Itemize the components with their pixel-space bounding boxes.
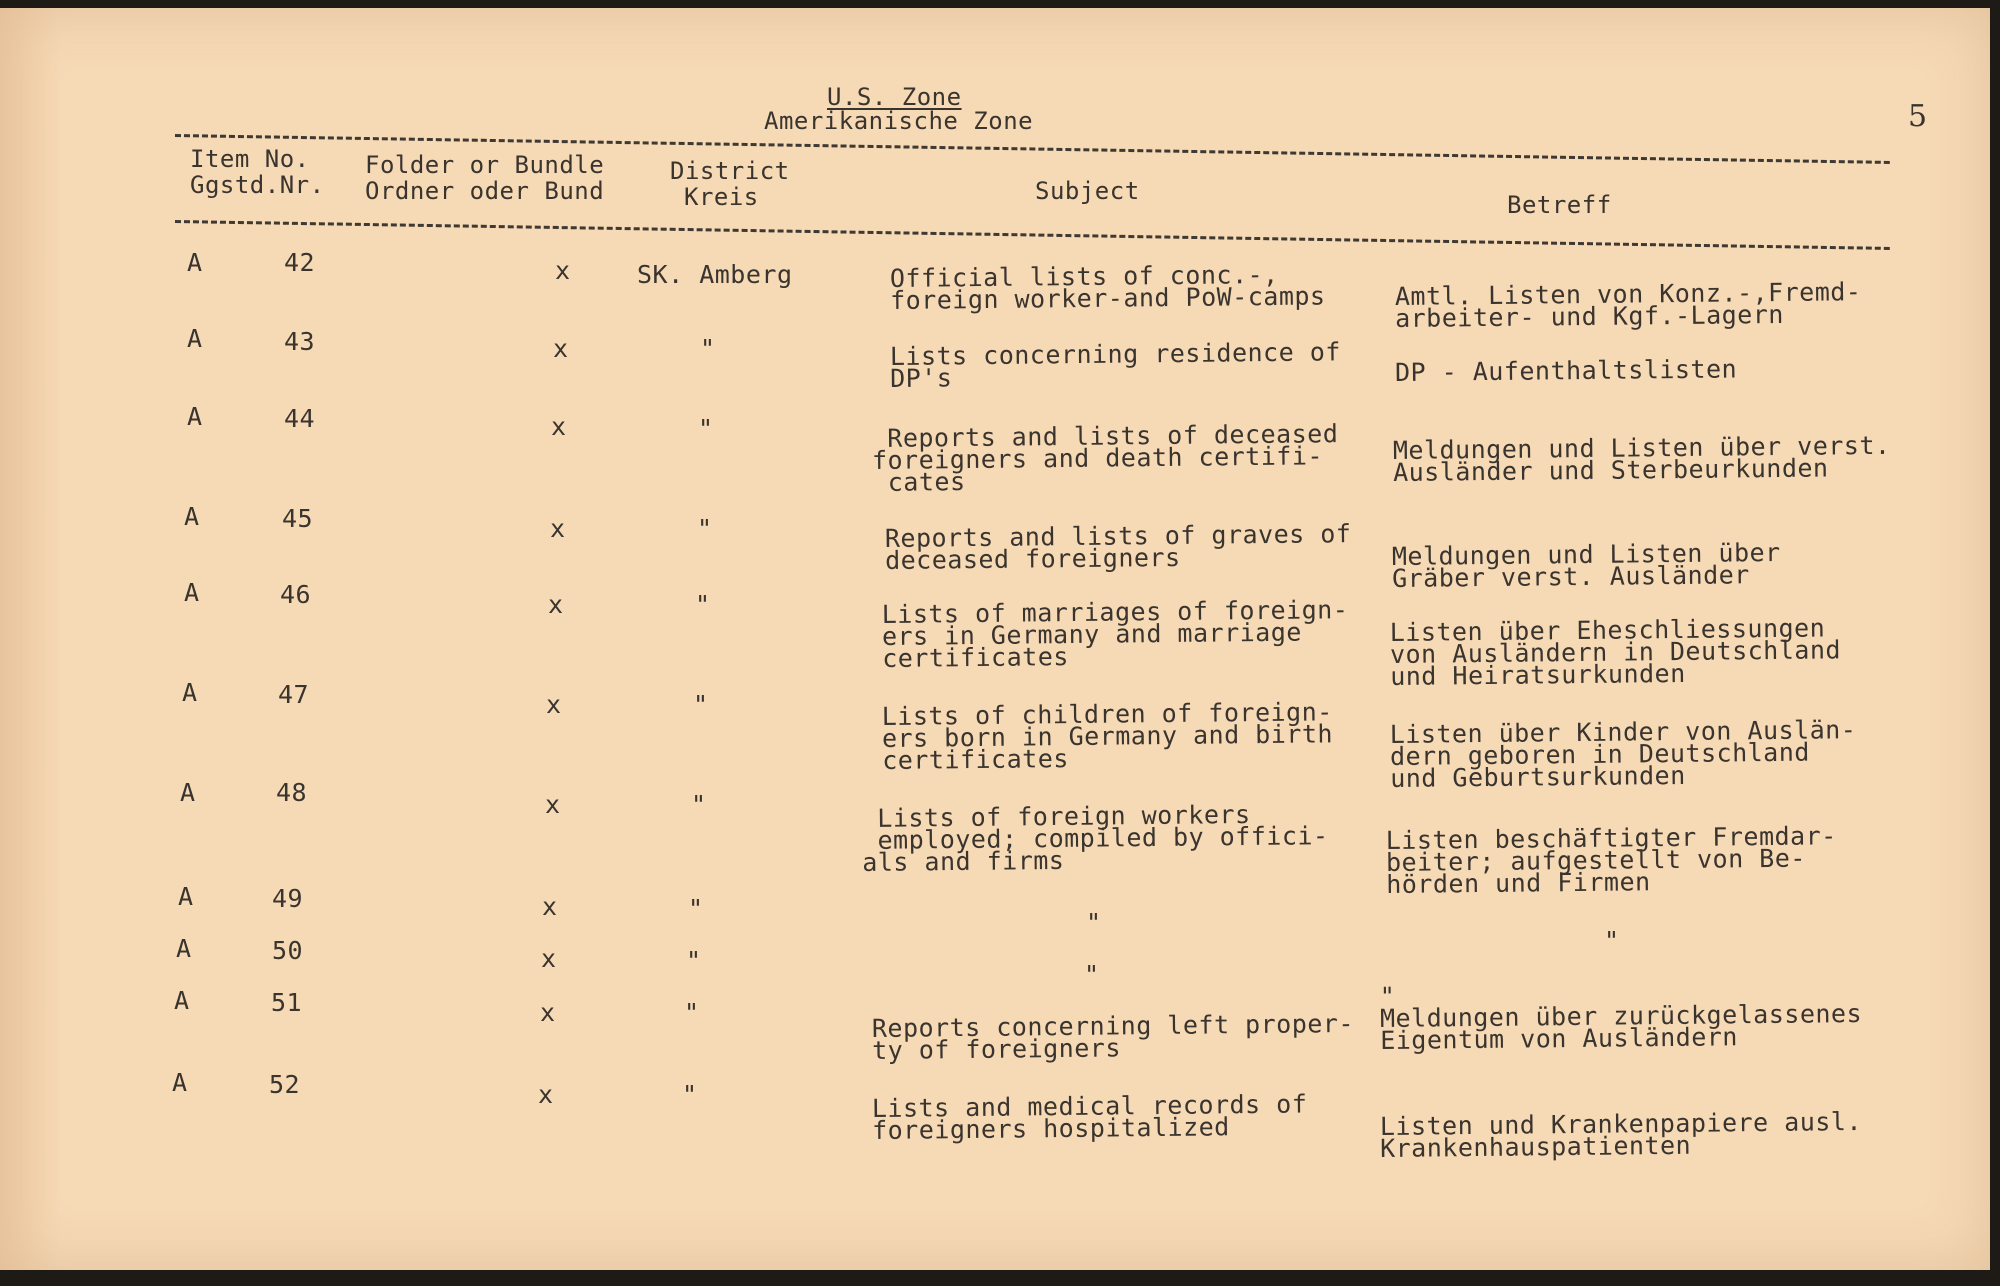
- row-number: 48: [276, 778, 308, 807]
- row-letter: A: [180, 778, 196, 807]
- row-subject: Lists of marriages of foreign- ers in Germany and marriage certificates: [881, 595, 1349, 673]
- row-folder-mark: x: [548, 590, 564, 619]
- zone-title: U.S. Zone: [827, 83, 962, 111]
- row-betreff: Listen über Kinder von Auslän- dern geboren in Deutschland und Geburtsurkunden: [1389, 715, 1857, 793]
- row-number: 42: [284, 248, 316, 277]
- header-bottom-rule: [175, 220, 1890, 250]
- row-betreff: Meldungen und Listen über Gräber verst. Ausländer: [1391, 537, 1781, 593]
- row-betreff: Meldungen und Listen über verst. Ausländer und Sterbeurkunden: [1392, 430, 1891, 487]
- col-header-district-de: Kreis: [684, 183, 759, 211]
- row-folder-mark: x: [545, 790, 561, 819]
- row-subject: Official lists of conc.-, foreign worker-and PoW-camps: [889, 259, 1326, 315]
- row-district: ": [698, 414, 714, 443]
- document-page: [0, 8, 1990, 1270]
- row-district: ": [686, 946, 702, 975]
- col-header-folder-de: Ordner oder Bund: [365, 177, 605, 205]
- row-betreff: Listen beschäftigter Fremdar- beiter; aufgestellt von Be- hörden und Firmen: [1385, 821, 1837, 899]
- col-header-district-en: District: [670, 157, 790, 185]
- row-folder-mark: x: [553, 334, 569, 363]
- row-district: ": [697, 514, 713, 543]
- paper-stain: [0, 8, 60, 1270]
- row-number: 44: [284, 404, 316, 433]
- row-betreff: Listen über Eheschliessungen von Ausländern in Deutschland und Heiratsurkunden: [1389, 613, 1842, 691]
- row-letter: A: [187, 324, 203, 353]
- row-district: ": [684, 998, 700, 1027]
- row-number: 47: [278, 680, 310, 709]
- row-letter: A: [187, 402, 203, 431]
- zone-subtitle: Amerikanische Zone: [764, 107, 1034, 135]
- row-betreff: Listen und Krankenpapiere ausl. Krankenhauspatienten: [1379, 1106, 1863, 1163]
- row-number: 49: [272, 884, 304, 913]
- row-letter: A: [184, 578, 200, 607]
- row-subject: Lists of children of foreign- ers born in Germany and birth certificates: [881, 697, 1334, 775]
- row-subject: Reports concerning left proper- ty of foreigners: [871, 1008, 1355, 1065]
- row-folder-mark: x: [542, 892, 558, 921]
- row-district: SK. Amberg: [637, 260, 793, 289]
- row-district: ": [691, 790, 707, 819]
- row-subject: ": [1084, 960, 1100, 989]
- row-number: 52: [269, 1070, 301, 1099]
- row-letter: A: [184, 502, 200, 531]
- row-letter: A: [172, 1068, 188, 1097]
- row-number: 51: [271, 988, 303, 1017]
- row-district: ": [700, 334, 716, 363]
- row-folder-mark: x: [551, 412, 567, 441]
- row-betreff: ": [1604, 926, 1620, 955]
- row-number: 43: [284, 327, 316, 356]
- row-betreff: " Meldungen über zurückgelassenes Eigentum von Ausländern: [1379, 981, 1863, 1055]
- row-folder-mark: x: [550, 514, 566, 543]
- row-folder-mark: x: [546, 690, 562, 719]
- col-header-item-en: Item No.: [190, 145, 310, 173]
- row-subject: ": [1086, 908, 1102, 937]
- row-folder-mark: x: [555, 256, 571, 285]
- row-district: ": [682, 1080, 698, 1109]
- row-folder-mark: x: [538, 1080, 554, 1109]
- row-betreff: Amtl. Listen von Konz.-,Fremd- arbeiter- und Kgf.-Lagern: [1394, 277, 1862, 333]
- col-header-betreff: Betreff: [1507, 191, 1612, 219]
- row-number: 46: [280, 580, 312, 609]
- row-folder-mark: x: [540, 998, 556, 1027]
- row-subject: Reports and lists of deceased foreigners and death certifi- cates: [871, 419, 1339, 497]
- row-number: 50: [272, 936, 304, 965]
- row-folder-mark: x: [541, 944, 557, 973]
- row-district: ": [693, 690, 709, 719]
- row-letter: A: [176, 934, 192, 963]
- row-district: ": [688, 894, 704, 923]
- row-number: 45: [282, 504, 314, 533]
- row-betreff: DP - Aufenthaltslisten: [1394, 354, 1738, 387]
- col-header-subject: Subject: [1035, 177, 1140, 205]
- col-header-item-de: Ggstd.Nr.: [190, 171, 325, 199]
- row-subject: Lists and medical records of foreigners hospitalized: [871, 1089, 1308, 1145]
- col-header-folder-en: Folder or Bundle: [365, 151, 605, 179]
- row-letter: A: [182, 678, 198, 707]
- row-subject: Lists of foreign workers employed; compiled by offici- als and firms: [861, 799, 1329, 877]
- page-number: 5: [1908, 99, 1928, 134]
- row-subject: Reports and lists of graves of deceased foreigners: [884, 519, 1352, 575]
- row-subject: Lists concerning residence of DP's: [889, 337, 1342, 393]
- row-letter: A: [187, 248, 203, 277]
- row-letter: A: [178, 882, 194, 911]
- row-letter: A: [174, 986, 190, 1015]
- row-district: ": [695, 590, 711, 619]
